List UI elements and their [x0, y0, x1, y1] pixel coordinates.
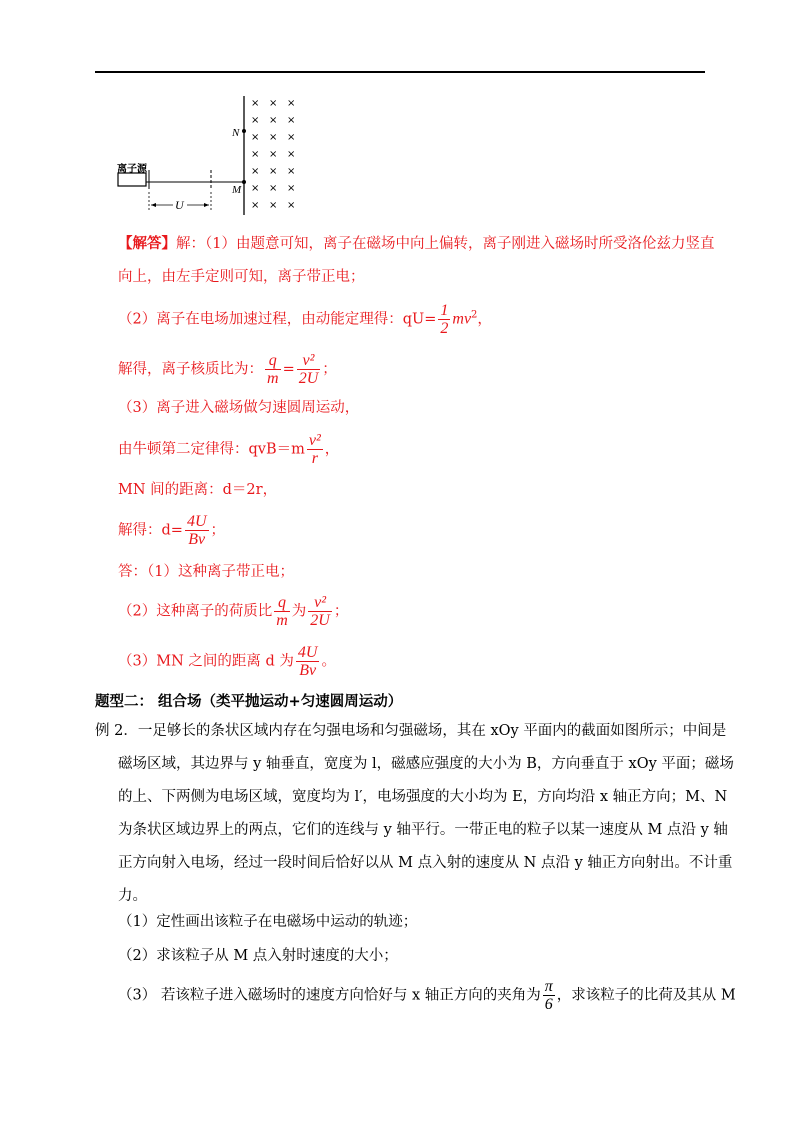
example-line: 例 2．一足够长的条状区域内存在匀强电场和匀强磁场，其在 xOy 平面内的截面如图所示；中间是 — [95, 723, 727, 739]
field-cross: × — [287, 200, 296, 211]
answer-line-7: MN 间的距离：d＝2r， — [118, 482, 278, 498]
field-cross: × — [269, 200, 278, 211]
field-cross: × — [251, 115, 260, 126]
example-line: 的上、下两侧为电场区域，宽度均为 l′，电场强度的大小均为 E，方向均沿 x 轴正方向；M、N — [118, 789, 728, 805]
field-cross: × — [269, 166, 278, 177]
question-1: （1）定性画出该粒子在电磁场中运动的轨迹； — [118, 914, 418, 930]
field-cross: × — [287, 149, 296, 160]
answer-line-6: 由牛顿第二定律得：qvB＝m $\frac{\text{v²}}{r}$ ， — [118, 432, 340, 467]
field-cross: × — [269, 132, 278, 143]
answer-line-8: 解得：d= $\frac{4U}{Bv}$ ； — [118, 513, 225, 548]
field-cross: × — [287, 98, 296, 109]
label-N: N — [232, 127, 240, 139]
field-cross: × — [251, 166, 260, 177]
answer-line-4: 解得，离子核质比为： $\frac{q}{m}$ = $\frac{\text{v²}}{2U}$ ； — [118, 352, 337, 387]
answer-line-9: 答：（1）这种离子带正电； — [118, 564, 294, 580]
field-cross: × — [287, 183, 296, 194]
field-cross: × — [251, 200, 260, 211]
answer-line-2: 向上，由左手定则可知，离子带正电； — [118, 269, 365, 285]
header-rule — [95, 71, 705, 73]
field-cross: × — [251, 132, 260, 143]
field-cross: × — [251, 149, 260, 160]
field-cross: × — [251, 98, 260, 109]
field-cross: × — [287, 132, 296, 143]
label-M: M — [232, 184, 242, 196]
answer-line-11: （3）MN 之间的距离 d 为 $\frac{4U}{Bv}$ 。 — [118, 644, 336, 679]
answer-tag: 【解答】 — [118, 235, 176, 252]
answer-line-1: 【解答】解：（1）由题意可知，离子在磁场中向上偏转，离子刚进入磁场时所受洛伦兹力竖直 — [118, 235, 715, 252]
field-cross: × — [269, 115, 278, 126]
magnetic-field-crosses — [251, 98, 295, 211]
field-cross: × — [269, 183, 278, 194]
answer-line-10: （2）这种离子的荷质比 $\frac{q}{m}$ 为 $\frac{\text{v²}}{2U}$ ； — [118, 594, 349, 629]
example-line: 力。 — [118, 888, 147, 904]
question-3: （3） 若该粒子进入磁场时的速度方向恰好与 x 轴正方向的夹角为 $\frac{\pi}{6}$ ，求该粒子的比荷及其从 M — [118, 978, 736, 1013]
ion-source-diagram — [115, 92, 315, 217]
u-label: U — [175, 198, 184, 212]
section-heading: 题型二： 组合场（类平抛运动+匀速圆周运动） — [95, 693, 403, 710]
answer-line-5: （3）离子进入磁场做匀速圆周运动， — [118, 400, 360, 416]
field-cross: × — [269, 98, 278, 109]
answer-line-3: （2）离子在电场加速过程，由动能定理得：qU= $\frac{1}{2}$ $mv^2$， — [118, 302, 492, 337]
field-cross: × — [269, 149, 278, 160]
field-cross: × — [287, 115, 296, 126]
question-2: （2）求该粒子从 M 点入射时速度的大小； — [118, 948, 398, 964]
example-line: 正方向射入电场，经过一段时间后恰好以从 M 点入射的速度从 N 点沿 y 轴正方向射出。不计重 — [118, 855, 733, 871]
field-cross: × — [287, 166, 296, 177]
example-line: 为条状区域边界上的两点，它们的连线与 y 轴平行。一带正电的粒子以某一速度从 M 点沿 y 轴 — [118, 822, 728, 838]
field-cross: × — [251, 183, 260, 194]
ion-source-label: 离子源 — [117, 164, 147, 175]
example-line: 磁场区域，其边界与 y 轴垂直，宽度为 l，磁感应强度的大小为 B，方向垂直于 xOy 平面；磁场 — [118, 756, 734, 772]
